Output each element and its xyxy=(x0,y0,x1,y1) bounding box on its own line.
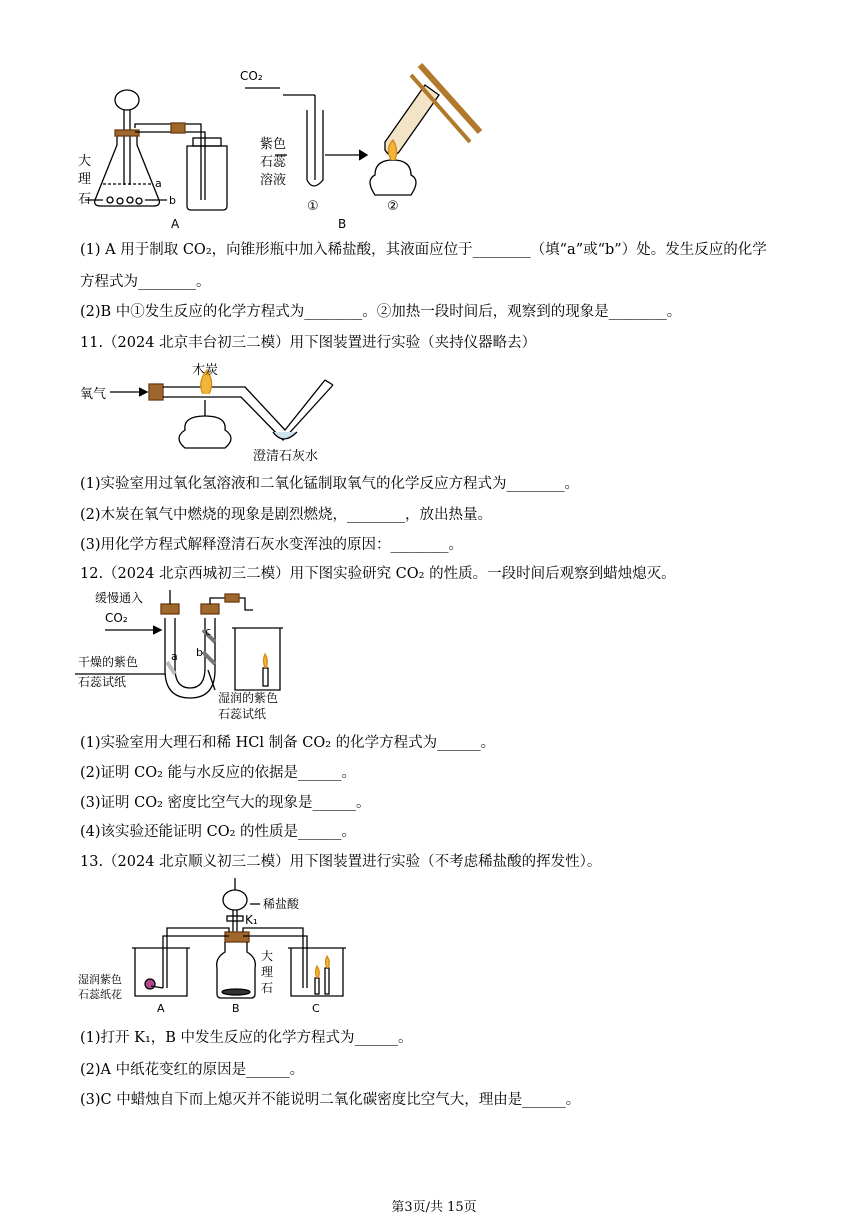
fig10-solution-2: 石蕊 xyxy=(260,155,287,170)
fig13-acid-label: 稀盐酸 xyxy=(263,897,300,911)
fig10-marble-2: 理 xyxy=(78,172,92,187)
figure-q12-apparatus xyxy=(75,590,315,722)
q12-line-2: (2)证明 CO₂ 能与水反应的依据是______。 xyxy=(80,765,357,781)
fig10-solution-1: 紫色 xyxy=(260,137,287,152)
fig12-slow-label: 缓慢通入 xyxy=(95,591,144,605)
q13-title: 13.（2024 北京顺义初三二模）用下图装置进行实验（不考虑稀盐酸的挥发性）。 xyxy=(80,854,602,870)
figure-q10-apparatus xyxy=(75,60,495,235)
fig13-C-label: C xyxy=(312,1002,320,1015)
fig10-marble-3: 石 xyxy=(78,192,92,207)
q12-title: 12.（2024 北京西城初三二模）用下图实验研究 CO₂ 的性质。一段时间后观察到蜡烛熄灭。 xyxy=(80,566,676,582)
q11-line-2: (2)木炭在氧气中燃烧的现象是剧烈燃烧，________，放出热量。 xyxy=(80,507,493,523)
q11-line-3: (3)用化学方程式解释澄清石灰水变浑浊的原因：________。 xyxy=(80,537,464,553)
fig12-dry-1: 干燥的紫色 xyxy=(78,655,139,669)
q12-line-4: (4)该实验还能证明 CO₂ 的性质是______。 xyxy=(80,824,357,840)
q10-line-1: (1) A 用于制取 CO₂，向锥形瓶中加入稀盐酸，其液面应位于________（填“a”或“b”）处。发生反应的化学 xyxy=(80,242,767,258)
fig12-c-label: c xyxy=(205,625,212,638)
fig13-marble-2: 理 xyxy=(261,965,274,979)
fig10-marble-1: 大 xyxy=(78,154,92,169)
fig12-wet-2: 石蕊试纸 xyxy=(218,707,267,721)
fig10-A-label: A xyxy=(171,217,180,231)
q10-line-3: (2)B 中①发生反应的化学方程式为________。②加热一段时间后，观察到的现象是________。 xyxy=(80,304,682,320)
q13-line-2: (2)A 中纸花变红的原因是______。 xyxy=(80,1062,305,1078)
q12-line-1: (1)实验室用大理石和稀 HCl 制备 CO₂ 的化学方程式为______。 xyxy=(80,735,496,751)
fig12-b-label: b xyxy=(196,646,203,659)
fig13-B-label: B xyxy=(232,1002,240,1015)
fig12-wet-1: 湿润的紫色 xyxy=(218,691,279,705)
q12-line-3: (3)证明 CO₂ 密度比空气大的现象是______。 xyxy=(80,795,371,811)
fig11-oxygen-label: 氧气 xyxy=(80,387,107,402)
q11-line-1: (1)实验室用过氧化氢溶液和二氧化锰制取氧气的化学反应方程式为________。 xyxy=(80,476,580,492)
figure-q13-apparatus xyxy=(75,878,375,1018)
q10-line-2: 方程式为________。 xyxy=(80,274,211,290)
fig13-wet-1: 湿润紫色 xyxy=(78,973,122,986)
fig10-a-label: a xyxy=(155,177,162,190)
fig13-marble-1: 大 xyxy=(261,949,274,963)
fig10-circ1-label: ① xyxy=(307,199,319,214)
q13-line-1: (1)打开 K₁，B 中发生反应的化学方程式为______。 xyxy=(80,1030,413,1046)
fig13-k1-label: K₁ xyxy=(245,913,258,927)
page-footer: 第3页/共 15页 xyxy=(391,1200,477,1215)
fig12-co2-label: CO₂ xyxy=(105,611,128,625)
fig10-circ2-label: ② xyxy=(387,199,399,214)
fig13-A-label: A xyxy=(157,1002,165,1015)
figure-q11-apparatus xyxy=(75,360,355,465)
q11-title: 11.（2024 北京丰台初三二模）用下图装置进行实验（夹持仪器略去） xyxy=(80,335,537,351)
fig12-dry-2: 石蕊试纸 xyxy=(78,675,127,689)
fig11-charcoal-label: 木炭 xyxy=(192,363,219,378)
fig13-wet-2: 石蕊纸花 xyxy=(78,988,122,1001)
fig11-limewater-label: 澄清石灰水 xyxy=(253,449,319,464)
fig12-a-label: a xyxy=(171,650,178,663)
fig13-marble-3: 石 xyxy=(261,981,274,995)
fig10-solution-3: 溶液 xyxy=(260,173,287,188)
fig10-co2-label: CO₂ xyxy=(240,69,263,83)
q13-line-3: (3)C 中蜡烛自下而上熄灭并不能说明二氧化碳密度比空气大，理由是______。 xyxy=(80,1092,581,1108)
fig10-B-label: B xyxy=(338,217,347,231)
fig10-b-label: b xyxy=(169,194,176,207)
